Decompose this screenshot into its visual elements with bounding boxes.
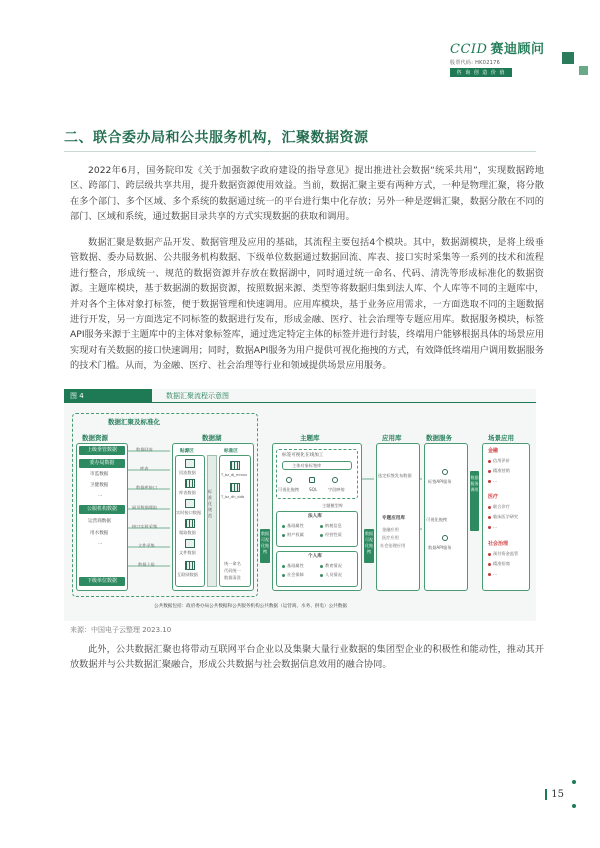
service-data-api: 数据API服务 <box>428 545 452 550</box>
lake-note: 代码统一 <box>224 568 241 573</box>
source-health: 卫健数据 <box>90 483 109 488</box>
person-item: 社会保障 <box>287 572 304 577</box>
source-bureaus: 委办局数据 <box>79 459 125 468</box>
channel-file: 文件采集 <box>138 543 155 548</box>
scene-item: 联合诊疗 <box>493 504 510 509</box>
source-operator: 运营商数据 <box>88 519 111 524</box>
scene-item: 临床医学研究 <box>493 514 519 519</box>
scene-item: ... <box>493 524 497 529</box>
channel-db-interface: 数据库接口 <box>136 485 157 490</box>
lake-note: 统一命名 <box>224 561 241 566</box>
source-superior: 上级垂管数据 <box>79 446 125 455</box>
tag-library-label: 主体对象标签库 <box>292 463 322 468</box>
channel-realtime: 接口实时采集 <box>132 524 158 529</box>
figure-data-aggregation <box>64 389 536 621</box>
app-item: 社会治理应用 <box>380 543 406 548</box>
logo-ccid: CCID <box>450 42 488 57</box>
lake-title: 数据湖 <box>202 434 222 442</box>
scene-item: ... <box>493 478 497 483</box>
scene-item: 精准营销 <box>493 468 510 473</box>
tag-tool: 可视化拖拽 <box>278 487 299 492</box>
paragraph-1: 2022年6月，国务院印发《关于加强数字政府建设的指导意见》提出推进社会数据“统采共用”，实现数据跨地区、跨部门、跨层级共享共用，提升数据资源使用效益。当前，数据汇聚主要有两种方式，一种是物理汇聚，将分散在多个部门、多个区域、多个系统的数据通过统一的平台进行集中化存放；另外一种是逻辑汇聚，数据分散在不同的部门、区域和系统，通过数据目录共享的方式实现数据的获取和调用。 <box>70 165 544 223</box>
legal-item: 纳税信息 <box>325 523 342 528</box>
company-logo <box>450 38 560 77</box>
theme-title: 主题库 <box>300 434 320 442</box>
legal-item: 基础属性 <box>287 523 304 528</box>
legal-item: 经营性质 <box>325 532 342 537</box>
lake-left-zone: 贴源区 <box>180 449 194 454</box>
lake-std-item: T_bz_dj_mrxxx <box>221 473 248 477</box>
scene-item: 信用评价 <box>493 458 510 463</box>
corner-square-icon <box>562 52 574 64</box>
theme-model-label: 主题模型库 <box>322 503 343 508</box>
arrow-drag-1: 数据可视化拖拽 <box>260 529 270 563</box>
logo-name: 赛迪顾问 <box>490 42 545 57</box>
standardization-label: 标准化规范 <box>208 489 213 518</box>
aggregation-title: 数据汇聚及标准化 <box>108 418 160 426</box>
title-divider <box>64 151 536 152</box>
service-title: 数据服务 <box>426 434 452 442</box>
figure-tag: 图 4 <box>64 389 152 403</box>
lake-item: 爬取数据 <box>179 530 196 535</box>
person-item: 教育情况 <box>325 563 342 568</box>
corner-dot-icon <box>572 804 576 808</box>
arrow-service-call: 数据服务调用 <box>470 471 479 531</box>
lake-right-zone: 标准区 <box>224 449 238 454</box>
app-publish: 选定标签发布数据 <box>378 473 412 478</box>
scene-item: ... <box>493 571 497 576</box>
app-item: 医疗应用 <box>382 535 399 540</box>
corner-square-icon <box>579 66 588 75</box>
lake-std-item: T_bz_dh_ddb <box>221 495 245 499</box>
tag-tool: SQL <box>309 487 318 492</box>
scene-title: 场景应用 <box>488 434 514 442</box>
scene-item: 预付资金监管 <box>493 551 519 556</box>
service-drag: 可视化拖拽 <box>426 517 447 522</box>
app-item: 金融应用 <box>382 527 399 532</box>
corner-dot-icon <box>572 780 576 784</box>
figure-caption: 数据汇聚流程示意图 <box>166 392 229 400</box>
channel-report: 数据上报 <box>138 562 155 567</box>
paragraph-3: 此外，公共数据汇聚也将带动互联网平台企业以及集聚大量行业数据的集团型企业的积极性和能动性，推动其开放数据并与公共数据汇聚融合，形成公共数据与社会数据信息效用的融合协同。 <box>70 644 544 671</box>
sources-title: 数据资源 <box>82 434 108 442</box>
person-item: 基础属性 <box>287 563 304 568</box>
logo-stock-code: 股票代码: HK02176 <box>450 60 501 66</box>
paragraph-2: 数据汇聚是数据产品开发、数据管理及应用的基础，其流程主要包括4个模块。其中，数据湖模块，是将上级垂管数据、委办局数据、公共服务机构数据、下级单位数据通过数据回流、库表、接口实时采集等一系列的技术和流程进行整合，形成统一、规范的数据资源并存放在数据湖中，同时通过统一命名、代码、清洗等形成标准化的数据资源。主题库模块，基于数据湖的数据资源，按照数据来源、类型等将数据归集到法人库、个人库等不同的主题库中，并对各个主体对象打标签，便于数据管理和快速调用。应用库模块，基于业务应用需求，一方面选取不同的主题数据进行开发，另一方面选定不同标签的数据进行发布，形成金融、医疗、社会治理等专题应用库。数据服务模块，标签API服务来源于主题库中的主体对象标签库，通过选定特定主体的标签并进行封装，终端用户能够根据具体的场景应用实现对有关数据的接口快速调用；同时，数据API服务为用户提供可视化拖拽的方式，有效降低终端用户调用数据服务的技术门槛。从而，为金融、医疗、社会治理等行业和领域提供场景应用服务。 <box>70 237 544 372</box>
flow-arrows <box>64 389 536 621</box>
legal-library-title: 法人库 <box>308 514 322 519</box>
lake-item: 文件数据 <box>179 550 196 555</box>
lake-item: 实时接口数据 <box>176 510 202 515</box>
scene-item: 精准招商 <box>493 561 510 566</box>
source-more-1: ... <box>98 493 103 498</box>
tag-tool: 字段映射 <box>328 487 345 492</box>
page-number: 15 <box>545 789 564 800</box>
lake-item: 互联网数据 <box>177 572 198 577</box>
person-item: 人员情况 <box>325 572 342 577</box>
arrow-drag-2: 数据可视化拖拽 <box>364 529 374 563</box>
legal-item: 财产权属 <box>287 532 304 537</box>
tag-processing-label: 标签可视化在线加工 <box>282 453 324 458</box>
source-public-service: 公服机构数据 <box>79 505 125 514</box>
source-water: 用水数据 <box>90 531 109 536</box>
lake-item: 库表数据 <box>179 490 196 495</box>
app-special: 专题应用库 <box>382 516 405 521</box>
logo-wordmark <box>450 38 560 57</box>
scene-governance: 社会治理 <box>488 541 509 547</box>
source-subordinate: 下级单位数据 <box>79 577 125 586</box>
channel-crawl: 网页数据爬取 <box>132 505 158 510</box>
figure-footnote: 公共数据包括：政府委办局公共数据和公共服务机构公共数据（运营商、水务、供电）公共数据 <box>154 604 347 609</box>
app-title: 应用库 <box>382 434 402 442</box>
person-library-title: 个人库 <box>308 554 322 559</box>
service-tag-api: 标签API服务 <box>428 479 452 484</box>
channel-backflow: 数据回流 <box>136 447 153 452</box>
logo-slogan: 咨 询 创 造 价 值 <box>450 68 512 77</box>
source-market: 市监数据 <box>90 472 109 477</box>
figure-source: 来源：中国电子云整理 2023.10 <box>70 626 172 634</box>
channel-table: 库表 <box>140 466 149 471</box>
source-more-2: ... <box>98 541 103 546</box>
lake-item: 回流数据 <box>179 470 196 475</box>
scene-finance: 金融 <box>488 448 499 454</box>
scene-medical: 医疗 <box>488 494 499 500</box>
lake-note: 数据清洗 <box>224 575 241 580</box>
section-title: 二、联合委办局和公共服务机构，汇聚数据资源 <box>64 130 369 146</box>
